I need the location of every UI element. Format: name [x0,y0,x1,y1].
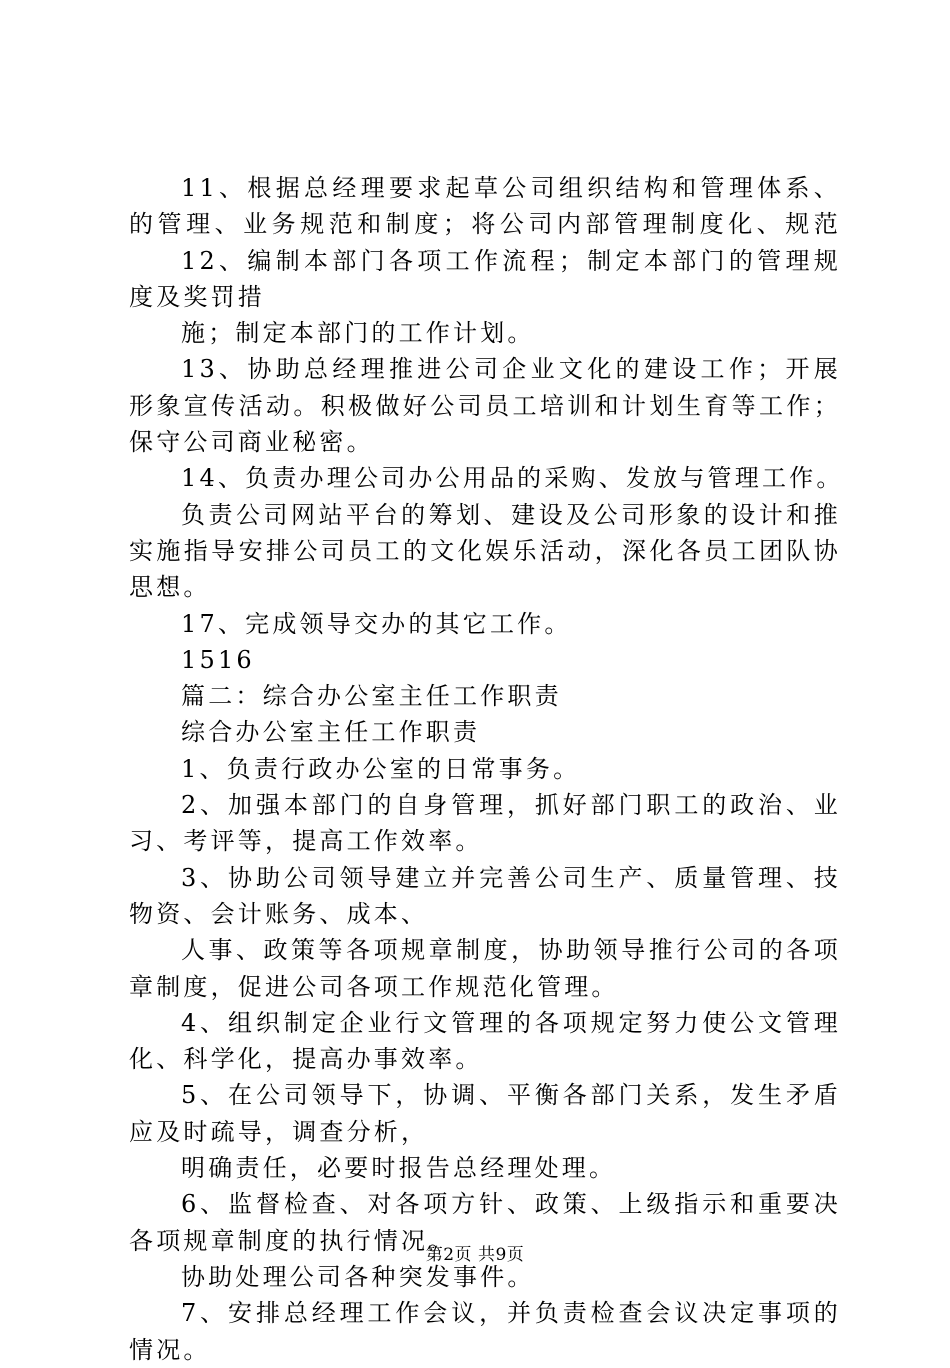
text-line: 协助处理公司各种突发事件。 [181,1262,535,1291]
text-line: 5、在公司领导下，协调、平衡各部门关系，发生矛盾 [181,1081,841,1110]
document-body [129,170,844,1368]
text-line: 14、负责办理公司办公用品的采购、发放与管理工作。 [181,464,844,493]
text-line: 的管理、业务规范和制度；将公司内部管理制度化、规范 [129,210,841,239]
text-line: 6、监督检查、对各项方针、政策、上级指示和重要决 [181,1190,841,1219]
text-line: 习、考评等，提高工作效率。 [129,827,483,856]
text-line: 施；制定本部门的工作计划。 [181,319,535,348]
text-line: 负责公司网站平台的筹划、建设及公司形象的设计和推 [181,500,841,529]
text-line: 篇二：综合办公室主任工作职责 [181,682,562,711]
text-line: 12、编制本部门各项工作流程；制定本部门的管理规 [181,246,841,275]
text-line: 7、安排总经理工作会议，并负责检查会议决定事项的 [181,1299,841,1328]
text-line: 4、组织制定企业行文管理的各项规定努力使公文管理 [181,1008,841,1037]
text-line: 13、协助总经理推进公司企业文化的建设工作；开展 [181,355,841,384]
text-line: 明确责任，必要时报告总经理处理。 [181,1154,617,1183]
text-line: 思想。 [129,573,211,602]
text-line: 2、加强本部门的自身管理，抓好部门职工的政治、业 [181,791,841,820]
text-line: 3、协助公司领导建立并完善公司生产、质量管理、技 [181,863,841,892]
text-line: 人事、政策等各项规章制度，协助领导推行公司的各项 [181,936,841,965]
text-line: 保守公司商业秘密。 [129,428,374,457]
text-line: 情况。 [129,1335,211,1364]
text-line: 17、完成领导交办的其它工作。 [181,609,572,638]
text-line: 综合办公室主任工作职责 [181,718,481,747]
text-line: 1、负责行政办公室的日常事务。 [181,754,581,783]
text-line: 章制度，促进公司各项工作规范化管理。 [129,972,619,1001]
text-line: 实施指导安排公司员工的文化娱乐活动，深化各员工团队协 [129,536,841,565]
text-line: 各项规章制度的执行情况。 [129,1226,456,1255]
text-line: 度及奖罚措 [129,282,265,311]
page-footer: 第2页 共9页 [425,1245,525,1265]
text-line: 化、科学化，提高办事效率。 [129,1045,483,1074]
text-line: 物资、会计账务、成本、 [129,899,429,928]
text-line: 应及时疏导，调查分析， [129,1117,429,1146]
text-line: 1516 [181,645,255,674]
text-line: 11、根据总经理要求起草公司组织结构和管理体系、 [181,174,841,202]
text-line: 形象宣传活动。积极做好公司员工培训和计划生育等工作； [129,391,841,420]
